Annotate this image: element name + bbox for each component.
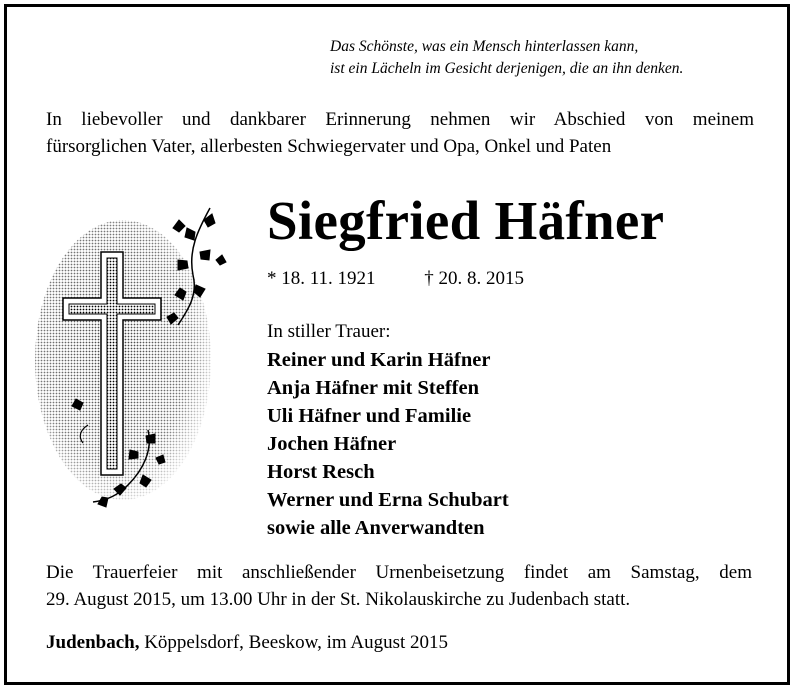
mourner-name: Jochen Häfner — [267, 433, 397, 455]
mourner-name: Uli Häfner und Familie — [267, 405, 472, 427]
mourning-label: In stiller Trauer: — [267, 321, 391, 342]
ceremony-line-1: Die Trauerfeier mit anschließender Urnenbeisetzung findet am Samstag, dem — [46, 562, 752, 583]
intro-line-2: fürsorglichen Vater, allerbesten Schwiegervater und Opa, Onkel und Paten — [46, 136, 612, 157]
intro-text — [46, 106, 754, 160]
life-dates — [267, 268, 524, 290]
birth-date: * 18. 11. 1921 — [267, 268, 376, 289]
mourner-name: Werner und Erna Schubart — [267, 489, 509, 511]
mourner-name: Anja Häfner mit Steffen — [267, 377, 479, 399]
deceased-name: Siegfried Häfner — [267, 190, 665, 251]
motto-quote — [330, 36, 760, 80]
intro-line-1: In liebevoller und dankbarer Erinnerung nehmen wir Abschied von meinem — [46, 109, 754, 130]
footer-place-bold: Judenbach, — [46, 632, 140, 653]
ceremony-line-2: 29. August 2015, um 13.00 Uhr in der St. Nikolauskirche zu Judenbach statt. — [46, 589, 631, 610]
footer-places — [46, 632, 448, 654]
motto-line-1: Das Schönste, was ein Mensch hinterlassen kann, — [330, 38, 639, 55]
mourner-name: Horst Resch — [267, 461, 375, 483]
footer-places-rest: Köppelsdorf, Beeskow, im August 2015 — [139, 632, 449, 653]
mourner-name: sowie alle Anverwandten — [267, 517, 485, 539]
motto-line-2: ist ein Lächeln im Gesicht derjenigen, die an ihn denken. — [330, 60, 684, 77]
mourners-list — [267, 346, 509, 542]
cross-with-ivy-icon — [28, 200, 248, 530]
death-date: † 20. 8. 2015 — [424, 268, 525, 289]
ceremony-text — [46, 559, 752, 613]
mourner-name: Reiner und Karin Häfner — [267, 349, 491, 371]
